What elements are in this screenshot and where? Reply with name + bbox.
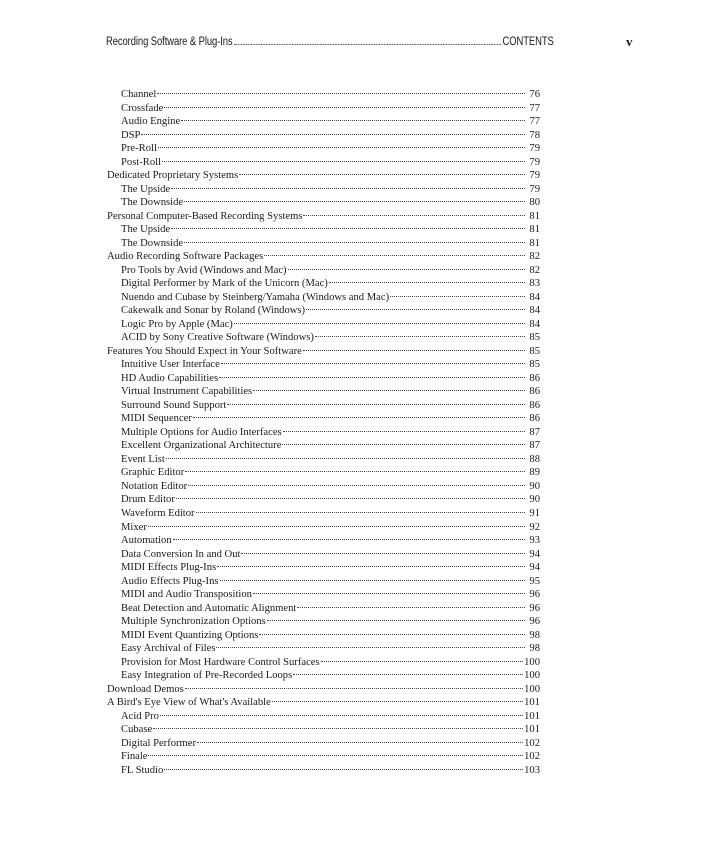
toc-entry-label: The Downside <box>121 197 184 209</box>
toc-entry-label: Easy Archival of Files <box>121 643 216 655</box>
toc-entry-page-number: 96 <box>529 616 540 628</box>
toc-section-entry[interactable] <box>107 696 540 710</box>
dot-leader <box>253 390 525 391</box>
toc-entry-page-number: 94 <box>529 562 540 574</box>
toc-entry-label: Beat Detection and Automatic Alignment <box>121 602 297 614</box>
toc-subsection-entry[interactable] <box>107 723 540 737</box>
toc-entry-label: A Bird's Eye View of What's Available <box>107 697 271 709</box>
dot-leader <box>176 498 525 499</box>
toc-subsection-entry[interactable] <box>107 615 540 629</box>
toc-subsection-entry[interactable] <box>107 318 540 332</box>
dot-leader <box>303 350 525 351</box>
toc-entry-page-number: 79 <box>529 170 540 182</box>
dot-leader <box>329 282 525 283</box>
toc-entry-label: ACID by Sony Creative Software (Windows) <box>121 332 314 344</box>
toc-entry-page-number: 92 <box>529 521 540 533</box>
toc-subsection-entry[interactable] <box>107 142 540 156</box>
toc-entry-page-number: 88 <box>529 453 540 465</box>
toc-entry-label: MIDI and Audio Transposition <box>121 589 252 601</box>
toc-subsection-entry[interactable] <box>107 331 540 345</box>
toc-entry-page-number: 98 <box>529 629 540 641</box>
header-dot-leader <box>234 44 501 45</box>
toc-subsection-entry[interactable] <box>107 750 540 764</box>
toc-subsection-entry[interactable] <box>107 129 540 143</box>
toc-entry-page-number: 77 <box>529 116 540 128</box>
toc-entry-page-number: 81 <box>529 224 540 236</box>
toc-subsection-entry[interactable] <box>107 588 540 602</box>
toc-entry-page-number: 79 <box>529 156 540 168</box>
toc-subsection-entry[interactable] <box>107 115 540 129</box>
toc-entry-label: Drum Editor <box>121 494 175 506</box>
toc-entry-label: Virtual Instrument Capabilities <box>121 386 253 398</box>
toc-entry-page-number: 86 <box>529 386 540 398</box>
toc-entry-page-number: 85 <box>529 345 540 357</box>
toc-entry-page-number: 101 <box>524 710 540 722</box>
toc-entry-page-number: 81 <box>529 210 540 222</box>
toc-section-entry[interactable] <box>107 210 540 224</box>
toc-subsection-entry[interactable] <box>107 156 540 170</box>
toc-entry-label: Graphic Editor <box>121 467 185 479</box>
toc-subsection-entry[interactable] <box>107 480 540 494</box>
dot-leader <box>282 444 525 445</box>
toc-entry-label: MIDI Effects Plug-Ins <box>121 562 217 574</box>
toc-entry-page-number: 89 <box>529 467 540 479</box>
toc-entry-label: Logic Pro by Apple (Mac) <box>121 318 233 330</box>
dot-leader <box>219 377 525 378</box>
dot-leader <box>193 417 525 418</box>
dot-leader <box>303 215 525 216</box>
page-numeral: v <box>626 34 633 49</box>
dot-leader <box>220 580 526 581</box>
toc-entry-page-number: 95 <box>529 575 540 587</box>
toc-entry-label: Crossfade <box>121 102 164 114</box>
toc-entry-page-number: 90 <box>529 480 540 492</box>
toc-entry-page-number: 77 <box>529 102 540 114</box>
toc-entry-page-number: 98 <box>529 643 540 655</box>
toc-entry-label: Excellent Organizational Architecture <box>121 440 282 452</box>
toc-entry-label: Cubase <box>121 724 153 736</box>
toc-entry-page-number: 102 <box>524 737 540 749</box>
toc-subsection-entry[interactable] <box>107 521 540 535</box>
toc-subsection-entry[interactable] <box>107 88 540 102</box>
toc-entry-label: Audio Recording Software Packages <box>107 251 264 263</box>
toc-section-entry[interactable] <box>107 250 540 264</box>
toc-entry-page-number: 86 <box>529 413 540 425</box>
toc-entry-page-number: 76 <box>529 89 540 100</box>
dot-leader <box>196 512 525 513</box>
toc-entry-page-number: 85 <box>529 359 540 371</box>
toc-entry-label: Download Demos <box>107 683 184 695</box>
dot-leader <box>185 688 523 689</box>
dot-leader <box>173 539 525 540</box>
toc-entry-label: Dedicated Proprietary Systems <box>107 170 239 182</box>
toc-subsection-entry[interactable] <box>107 534 540 548</box>
toc-entry-label: Acid Pro <box>121 710 159 722</box>
toc-entry-label: Features You Should Expect in Your Software <box>107 345 302 357</box>
toc-subsection-entry[interactable] <box>107 412 540 426</box>
toc-subsection-entry[interactable] <box>107 453 540 467</box>
dot-leader <box>184 201 525 202</box>
dot-leader <box>148 755 523 756</box>
toc-list <box>107 88 540 777</box>
toc-entry-page-number: 100 <box>524 670 540 682</box>
toc-entry-label: Pro Tools by Avid (Windows and Mac) <box>121 264 287 276</box>
toc-entry-label: Waveform Editor <box>121 507 195 519</box>
dot-leader <box>283 431 525 432</box>
toc-entry-label: MIDI Sequencer <box>121 413 192 425</box>
dot-leader <box>184 242 525 243</box>
toc-subsection-entry[interactable] <box>107 237 540 251</box>
toc-entry-page-number: 86 <box>529 399 540 411</box>
dot-leader <box>185 471 525 472</box>
toc-subsection-entry[interactable] <box>107 602 540 616</box>
toc-entry-label: Cakewalk and Sonar by Roland (Windows) <box>121 305 306 317</box>
toc-entry-label: Digital Performer by Mark of the Unicorn (Mac) <box>121 278 328 290</box>
toc-entry-page-number: 94 <box>529 548 540 560</box>
dot-leader <box>148 526 525 527</box>
toc-entry-label: Finale <box>121 751 148 763</box>
dot-leader <box>216 647 525 648</box>
dot-leader <box>306 309 525 310</box>
toc-section-entry[interactable] <box>107 345 540 359</box>
toc-entry-label: Post-Roll <box>121 156 162 168</box>
toc-entry-label: Multiple Options for Audio Interfaces <box>121 426 282 438</box>
dot-leader <box>157 93 525 94</box>
toc-subsection-entry[interactable] <box>107 277 540 291</box>
toc-subsection-entry[interactable] <box>107 426 540 440</box>
toc-entry-page-number: 81 <box>529 237 540 249</box>
dot-leader <box>141 134 525 135</box>
toc-entry-page-number: 90 <box>529 494 540 506</box>
toc-entry-label: Audio Engine <box>121 116 181 128</box>
toc-entry-page-number: 84 <box>529 291 540 303</box>
toc-subsection-entry[interactable] <box>107 358 540 372</box>
toc-entry-page-number: 82 <box>529 264 540 276</box>
toc-entry-label: DSP <box>121 129 141 141</box>
toc-entry-page-number: 100 <box>524 683 540 695</box>
dot-leader <box>188 485 525 486</box>
toc-entry-label: Data Conversion In and Out <box>121 548 241 560</box>
toc-entry-label: Provision for Most Hardware Control Surfaces <box>121 656 320 668</box>
dot-leader <box>297 607 525 608</box>
dot-leader <box>164 107 525 108</box>
toc-subsection-entry[interactable] <box>107 264 540 278</box>
toc-entry-page-number: 93 <box>529 535 540 547</box>
dot-leader <box>253 593 525 594</box>
toc-subsection-entry[interactable] <box>107 304 540 318</box>
toc-entry-label: Pre-Roll <box>121 143 157 155</box>
toc-entry-page-number: 79 <box>529 143 540 155</box>
toc-entry-label: The Upside <box>121 183 171 195</box>
toc-entry-page-number: 80 <box>529 197 540 209</box>
toc-entry-page-number: 101 <box>524 724 540 736</box>
toc-entry-page-number: 96 <box>529 589 540 601</box>
dot-leader <box>321 661 524 662</box>
dot-leader <box>272 701 523 702</box>
dot-leader <box>293 674 523 675</box>
toc-entry-label: Audio Effects Plug-Ins <box>121 575 219 587</box>
toc-entry-page-number: 84 <box>529 318 540 330</box>
toc-entry-page-number: 85 <box>529 332 540 344</box>
toc-entry-label: Automation <box>121 535 172 547</box>
toc-entry-label: Digital Performer <box>121 737 197 749</box>
toc-entry-label: MIDI Event Quantizing Options <box>121 629 259 641</box>
toc-subsection-entry[interactable] <box>107 223 540 237</box>
toc-entry-label: Surround Sound Support <box>121 399 227 411</box>
dot-leader <box>181 120 525 121</box>
dot-leader <box>166 458 525 459</box>
dot-leader <box>288 269 525 270</box>
toc-subsection-entry[interactable] <box>107 642 540 656</box>
dot-leader <box>241 553 525 554</box>
toc-entry-page-number: 79 <box>529 183 540 195</box>
dot-leader <box>197 742 523 743</box>
toc-entry-page-number: 86 <box>529 372 540 384</box>
toc-subsection-entry[interactable] <box>107 439 540 453</box>
toc-section-entry[interactable] <box>107 169 540 183</box>
toc-entry-label: The Upside <box>121 224 171 236</box>
toc-entry-page-number: 78 <box>529 129 540 141</box>
toc-subsection-entry[interactable] <box>107 629 540 643</box>
toc-entry-page-number: 83 <box>529 278 540 290</box>
toc-entry-label: Multiple Synchronization Options <box>121 616 266 628</box>
toc-subsection-entry[interactable] <box>107 183 540 197</box>
book-title: Recording Software & Plug-Ins <box>106 36 233 48</box>
toc-entry-page-number: 91 <box>529 507 540 519</box>
dot-leader <box>221 363 525 364</box>
toc-entry-label: Intuitive User Interface <box>121 359 220 371</box>
dot-leader <box>264 255 525 256</box>
toc-subsection-entry[interactable] <box>107 385 540 399</box>
dot-leader <box>259 634 525 635</box>
dot-leader <box>164 769 523 770</box>
toc-subsection-entry[interactable] <box>107 493 540 507</box>
section-title: CONTENTS <box>502 36 554 48</box>
toc-entry-page-number: 102 <box>524 751 540 763</box>
toc-subsection-entry[interactable] <box>107 737 540 751</box>
toc-subsection-entry[interactable] <box>107 656 540 670</box>
dot-leader <box>160 715 523 716</box>
toc-subsection-entry[interactable] <box>107 548 540 562</box>
dot-leader <box>234 323 525 324</box>
toc-entry-label: HD Audio Capabilities <box>121 372 219 384</box>
toc-subsection-entry[interactable] <box>107 372 540 386</box>
toc-subsection-entry[interactable] <box>107 291 540 305</box>
dot-leader <box>217 566 525 567</box>
toc-entry-label: The Downside <box>121 237 184 249</box>
toc-entry-page-number: 87 <box>529 440 540 452</box>
toc-entry-label: Event List <box>121 453 165 465</box>
toc-subsection-entry[interactable] <box>107 102 540 116</box>
toc-subsection-entry[interactable] <box>107 710 540 724</box>
toc-section-entry[interactable] <box>107 683 540 697</box>
toc-entry-page-number: 101 <box>524 697 540 709</box>
running-head <box>106 36 554 48</box>
toc-entry-page-number: 100 <box>524 656 540 668</box>
toc-subsection-entry[interactable] <box>107 669 540 683</box>
toc-subsection-entry[interactable] <box>107 575 540 589</box>
toc-subsection-entry[interactable] <box>107 764 540 778</box>
dot-leader <box>162 161 525 162</box>
toc-entry-label: Mixer <box>121 521 147 533</box>
dot-leader <box>315 336 525 337</box>
toc-subsection-entry[interactable] <box>107 561 540 575</box>
toc-entry-page-number: 84 <box>529 305 540 317</box>
toc-entry-label: Notation Editor <box>121 480 188 492</box>
toc-subsection-entry[interactable] <box>107 399 540 413</box>
dot-leader <box>239 174 525 175</box>
toc-entry-label: Easy Integration of Pre-Recorded Loops <box>121 670 293 682</box>
toc-entry-label: Nuendo and Cubase by Steinberg/Yamaha (Windows and Mac) <box>121 291 390 303</box>
dot-leader <box>158 147 525 148</box>
toc-entry-page-number: 103 <box>524 764 540 776</box>
dot-leader <box>171 188 525 189</box>
toc-subsection-entry[interactable] <box>107 196 540 210</box>
dot-leader <box>390 296 525 297</box>
toc-subsection-entry[interactable] <box>107 466 540 480</box>
toc-entry-label: Channel <box>121 89 157 100</box>
toc-entry-page-number: 96 <box>529 602 540 614</box>
toc-entry-label: FL Studio <box>121 764 164 776</box>
dot-leader <box>171 228 525 229</box>
toc-entry-page-number: 82 <box>529 251 540 263</box>
dot-leader <box>227 404 525 405</box>
dot-leader <box>153 728 523 729</box>
toc-entry-page-number: 87 <box>529 426 540 438</box>
toc-entry-label: Personal Computer-Based Recording Systems <box>107 210 303 222</box>
toc-subsection-entry[interactable] <box>107 507 540 521</box>
dot-leader <box>267 620 525 621</box>
